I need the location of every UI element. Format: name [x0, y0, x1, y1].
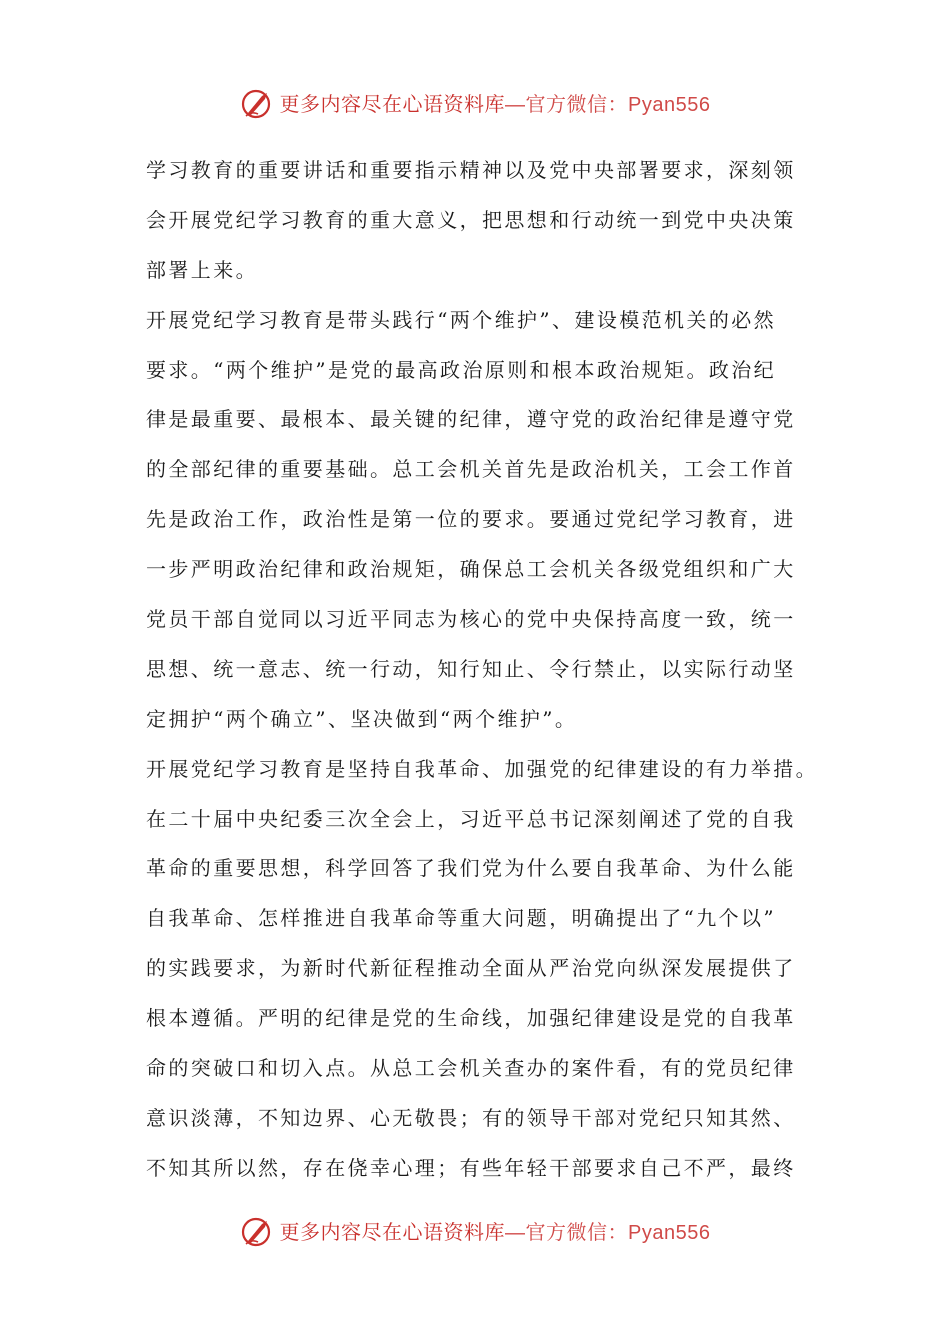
footer-watermark	[0, 1212, 950, 1252]
text-line: 意识淡薄，不知边界、心无敬畏；有的领导干部对党纪只知其然、	[146, 1105, 796, 1130]
text-line: 律是最重要、最根本、最关键的纪律，遵守党的政治纪律是遵守党	[146, 407, 796, 432]
text-line: 思想、统一意志、统一行动，知行知止、令行禁止，以实际行动坚	[146, 656, 796, 681]
text-line: 党员干部自觉同以习近平同志为核心的党中央保持高度一致，统一	[146, 607, 796, 632]
text-line: 定拥护“两个确立”、坚决做到“两个维护”。	[146, 706, 578, 731]
body-text	[146, 146, 836, 1194]
watermark-text	[280, 1212, 711, 1253]
text-line: 部署上来。	[146, 257, 258, 282]
text-line: 根本遵循。严明的纪律是党的生命线，加强纪律建设是党的自我革	[146, 1006, 796, 1031]
text-line: 一步严明政治纪律和政治规矩，确保总工会机关各级党组织和广大	[146, 557, 796, 582]
text-line: 学习教育的重要讲话和重要指示精神以及党中央部署要求，深刻领	[146, 158, 796, 182]
watermark-lead: 更多内容尽在心语资料库	[279, 91, 506, 116]
text-line: 自我革命、怎样推进自我革命等重大问题，明确提出了“九个以”	[146, 906, 777, 931]
header-watermark	[0, 84, 950, 124]
text-line: 要求。“两个维护”是党的最高政治原则和根本政治规矩。政治纪	[146, 357, 777, 382]
text-line: 会开展党纪学习教育的重大意义，把思想和行动统一到党中央决策	[146, 207, 796, 232]
watermark-tail: —官方微信：Pyan556	[505, 93, 711, 116]
text-line: 命的突破口和切入点。从总工会机关查办的案件看，有的党员纪律	[146, 1056, 796, 1081]
pen-logo-icon	[240, 87, 274, 121]
text-line: 在二十届中央纪委三次全会上，习近平总书记深刻阐述了党的自我	[146, 806, 796, 831]
text-line: 不知其所以然，存在侥幸心理；有些年轻干部要求自己不严，最终	[146, 1155, 796, 1180]
text-line: 的实践要求，为新时代新征程推动全面从严治党向纵深发展提供了	[146, 956, 796, 981]
watermark-lead: 更多内容尽在心语资料库	[279, 1219, 506, 1244]
watermark-text	[280, 84, 711, 125]
watermark-tail: —官方微信：Pyan556	[505, 1221, 711, 1244]
text-line: 先是政治工作，政治性是第一位的要求。要通过党纪学习教育，进	[146, 507, 796, 532]
text-line: 的全部纪律的重要基础。总工会机关首先是政治机关，工会工作首	[146, 457, 796, 482]
text-line: 开展党纪学习教育是坚持自我革命、加强党的纪律建设的有力举措。	[146, 756, 818, 781]
pen-logo-icon	[240, 1215, 274, 1249]
text-line: 开展党纪学习教育是带头践行“两个维护”、建设模范机关的必然	[146, 307, 777, 332]
text-line: 革命的重要思想，科学回答了我们党为什么要自我革命、为什么能	[146, 856, 796, 881]
